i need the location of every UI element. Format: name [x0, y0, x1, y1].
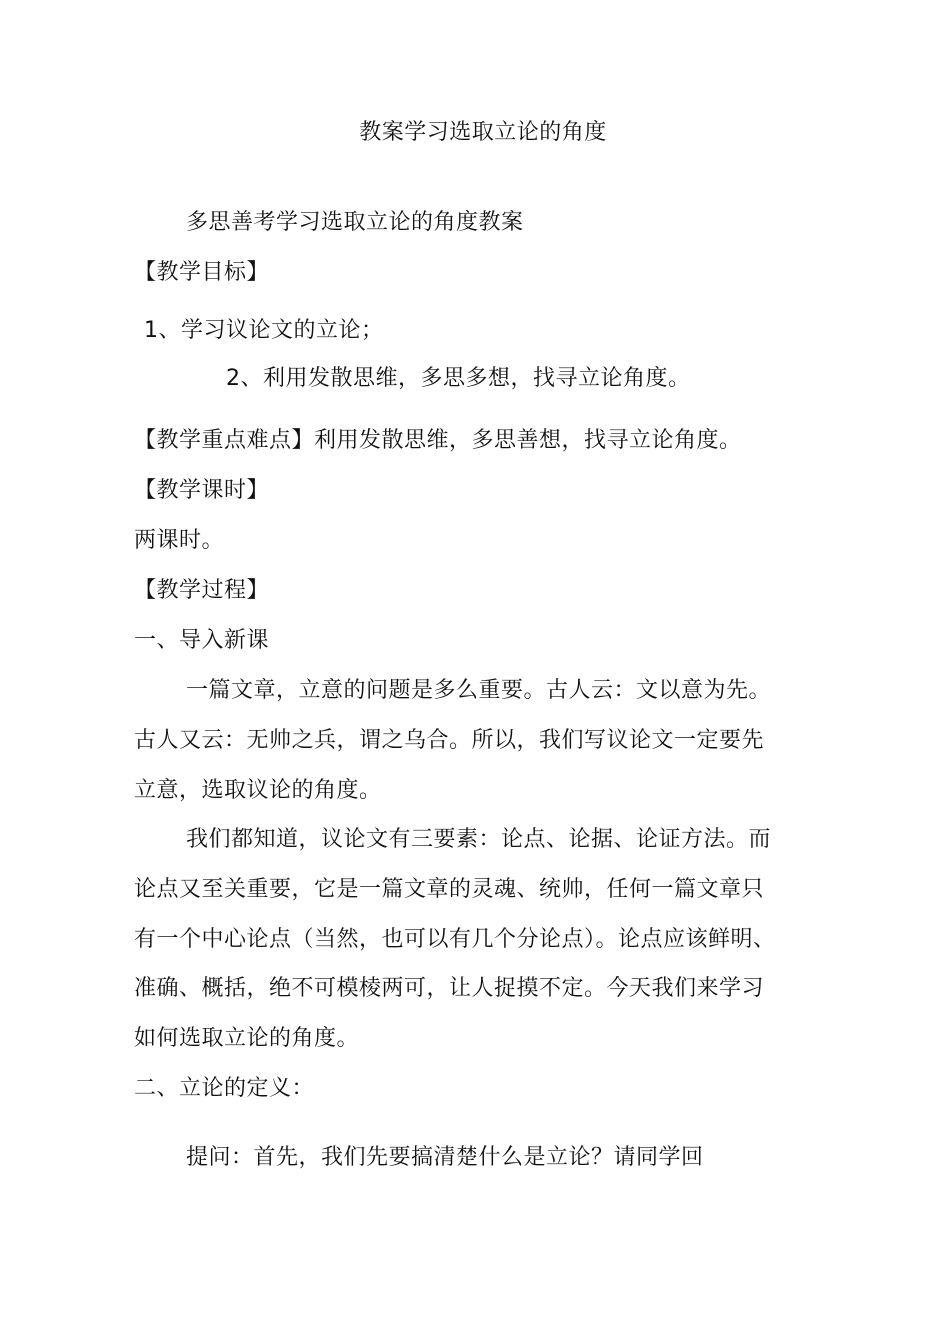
- document-subtitle: 多思善考学习选取立论的角度教案: [186, 210, 524, 235]
- hours-heading: 【教学课时】: [134, 478, 270, 503]
- hours-value: 两课时。: [134, 528, 225, 553]
- para-2-line-5: 如何选取立论的角度。: [134, 1026, 360, 1051]
- para-1-line-3: 立意，选取议论的角度。: [134, 778, 382, 803]
- process-heading: 【教学过程】: [134, 578, 270, 603]
- section-2-heading: 二、立论的定义：: [134, 1076, 315, 1101]
- document-title: 教案学习选取立论的角度: [359, 120, 607, 145]
- para-1-line-1: 一篇文章，立意的问题是多么重要。古人云：文以意为先。: [186, 678, 772, 703]
- objectives-heading: 【教学目标】: [134, 260, 270, 285]
- para-2-line-3: 有一个中心论点（当然，也可以有几个分论点）。论点应该鲜明、: [134, 927, 776, 952]
- objective-1: 1、学习议论文的立论；: [144, 318, 384, 343]
- objective-2: 2、利用发散思维，多思多想，找寻立论角度。: [226, 366, 691, 391]
- para-1-line-2: 古人又云：无帅之兵，谓之乌合。所以，我们写议论文一定要先: [134, 728, 765, 753]
- key-points: 【教学重点难点】利用发散思维，多思善想，找寻立论角度。: [134, 428, 742, 453]
- para-2-line-2: 论点又至关重要，它是一篇文章的灵魂、统帅，任何一篇文章只: [134, 877, 765, 902]
- para-2-line-4: 准确、概括，绝不可模棱两可，让人捉摸不定。今天我们来学习: [134, 976, 765, 1001]
- para-2-line-1: 我们都知道，议论文有三要素：论点、论据、论证方法。而: [186, 827, 772, 852]
- para-3: 提问：首先，我们先要搞清楚什么是立论？请同学回: [186, 1145, 704, 1170]
- section-1-heading: 一、导入新课: [134, 628, 270, 653]
